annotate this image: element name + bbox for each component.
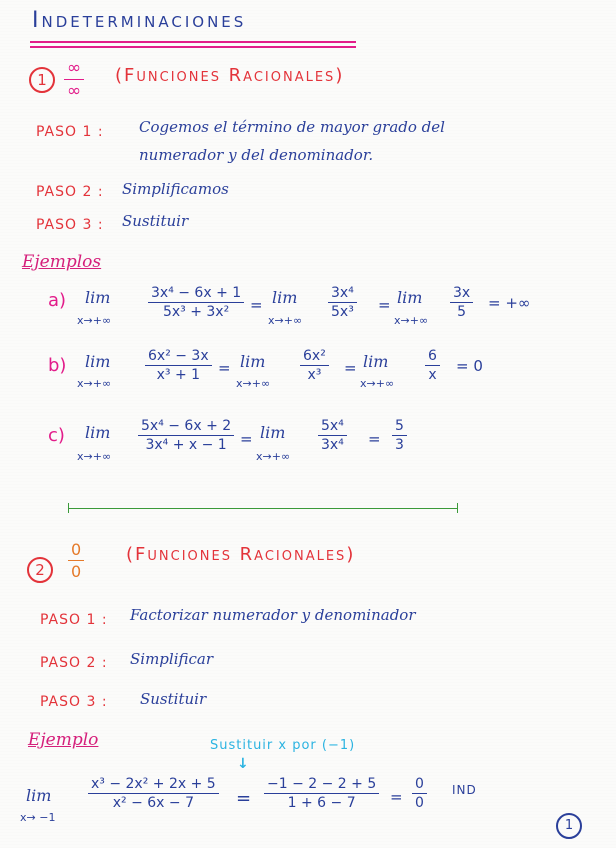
ex-b-eq2: = <box>344 359 357 377</box>
s1-paso3-label: PASO 3 : <box>36 217 104 233</box>
section-2-number: 2 <box>27 557 53 583</box>
ex-c-sub2: x→+∞ <box>256 450 291 463</box>
s2-lim-sub: x→ −1 <box>20 811 56 824</box>
s1-paso1-label: PASO 1 : <box>36 124 104 140</box>
s1-paso2-text: Simplificamos <box>122 180 229 198</box>
section-1-number: 1 <box>29 67 55 93</box>
ex-c-frac2 <box>318 418 347 453</box>
ex-b-frac3 <box>425 348 440 383</box>
s2-paso1-label: PASO 1 : <box>40 612 108 628</box>
ex-a-frac3 <box>450 285 473 320</box>
ex-a-f1-num: 3x⁴ − 6x + 1 <box>148 285 244 303</box>
ex-b-f1-den: x³ + 1 <box>156 367 201 383</box>
ex-a-frac2 <box>328 285 357 320</box>
section-divider <box>68 508 458 509</box>
s2-eq2: = <box>390 788 403 806</box>
ex-a-eq1: = <box>250 296 263 314</box>
ex-a-sub2: x→+∞ <box>268 314 303 327</box>
ex-b-sub3: x→+∞ <box>360 377 395 390</box>
ex-c-f2-num: 5x⁴ <box>318 418 347 436</box>
ex-b-sub1: x→+∞ <box>77 377 112 390</box>
s2-paso3-label: PASO 3 : <box>40 694 108 710</box>
s1-paso2-label: PASO 2 : <box>36 184 104 200</box>
ex-a-lim3: lim <box>397 288 423 307</box>
s2-frac3 <box>412 776 427 811</box>
ex-c-f2-den: 3x⁴ <box>321 437 344 453</box>
ex-a-f2-num: 3x⁴ <box>328 285 357 303</box>
ex-b-eq1: = <box>218 359 231 377</box>
section-1-form-den: ∞ <box>67 81 82 101</box>
title-underline-2 <box>30 46 356 48</box>
ex-c-f3-num: 5 <box>392 418 407 436</box>
s2-eq1: = <box>236 788 252 809</box>
s2-frac1 <box>88 776 219 811</box>
s1-ejemplos-label: Ejemplos <box>22 252 102 272</box>
ex-c-f1-num: 5x⁴ − 6x + 2 <box>138 418 234 436</box>
s2-ind: IND <box>452 783 477 797</box>
section-2-form-num: 0 <box>68 540 84 561</box>
s2-f2-num: −1 − 2 − 2 + 5 <box>264 776 379 794</box>
ex-c-eq2: = <box>368 430 381 448</box>
ex-c-eq1: = <box>240 430 253 448</box>
ex-a-f2-den: 5x³ <box>331 304 354 320</box>
title-underline <box>30 41 356 43</box>
ex-b-sub2: x→+∞ <box>236 377 271 390</box>
ex-c-sub1: x→+∞ <box>77 450 112 463</box>
s1-paso3-text: Sustituir <box>122 212 189 230</box>
s2-f1-den: x² − 6x − 7 <box>112 795 194 811</box>
ex-a-result: = +∞ <box>488 294 531 312</box>
ex-c-f3-den: 3 <box>395 437 404 453</box>
s2-paso2-label: PASO 2 : <box>40 655 108 671</box>
ex-a-frac1 <box>148 285 244 320</box>
section-2-heading: (Funciones Racionales) <box>126 544 356 565</box>
s2-ejemplo-label: Ejemplo <box>28 730 99 750</box>
ex-b-lim3: lim <box>363 352 389 371</box>
ex-a-f3-num: 3x <box>450 285 473 303</box>
section-1-heading: (Funciones Racionales) <box>115 65 345 86</box>
ex-c-f1-den: 3x⁴ + x − 1 <box>145 437 227 453</box>
ex-b-f1-num: 6x² − 3x <box>145 348 212 366</box>
ex-a-sub3: x→+∞ <box>394 314 429 327</box>
ex-c-frac1 <box>138 418 234 453</box>
section-2-form <box>68 540 84 581</box>
ex-b-label: b) <box>48 355 67 376</box>
divider-tick-right <box>457 503 458 513</box>
ex-c-lim2: lim <box>260 423 286 442</box>
s2-paso1-text: Factorizar numerador y denominador <box>130 606 416 624</box>
ex-a-label: a) <box>48 290 67 311</box>
page-title: Indeterminaciones <box>32 8 247 33</box>
ex-c-label: c) <box>48 425 65 446</box>
ex-c-lim1: lim <box>85 423 111 442</box>
s2-f1-num: x³ − 2x² + 2x + 5 <box>88 776 219 794</box>
ex-c-frac3 <box>392 418 407 453</box>
s2-paso3-text: Sustituir <box>140 690 207 708</box>
ex-b-f3-num: 6 <box>425 348 440 366</box>
section-1-form-num: ∞ <box>64 58 84 80</box>
s2-lim: lim <box>26 786 52 805</box>
ex-a-sub1: x→+∞ <box>77 314 112 327</box>
s1-paso1-line1: Cogemos el término de mayor grado del <box>139 118 445 136</box>
s2-frac2 <box>264 776 379 811</box>
ex-b-f2-den: x³ <box>307 367 322 383</box>
s2-note-arrow: ↓ <box>237 756 249 772</box>
s2-f3-num: 0 <box>412 776 427 794</box>
s2-note: Sustituir x por (−1) <box>210 738 356 753</box>
ex-b-frac2 <box>300 348 329 383</box>
s1-paso1-line2: numerador y del denominador. <box>139 146 374 164</box>
ex-b-lim2: lim <box>240 352 266 371</box>
ex-b-f2-num: 6x² <box>300 348 329 366</box>
page-number: 1 <box>556 813 582 839</box>
divider-tick-left <box>68 503 69 513</box>
ex-b-result: = 0 <box>456 357 483 375</box>
ex-a-eq2: = <box>378 296 391 314</box>
section-2-form-den: 0 <box>71 562 82 581</box>
section-1-form <box>64 58 84 101</box>
ex-b-frac1 <box>145 348 212 383</box>
ex-a-f3-den: 5 <box>457 304 467 320</box>
s2-f3-den: 0 <box>415 795 424 811</box>
ex-a-f1-den: 5x³ + 3x² <box>162 304 230 320</box>
ex-a-lim2: lim <box>272 288 298 307</box>
ex-b-lim1: lim <box>85 352 111 371</box>
s2-paso2-text: Simplificar <box>130 650 214 668</box>
ex-b-f3-den: x <box>428 367 437 383</box>
ex-a-lim1: lim <box>85 288 111 307</box>
s2-f2-den: 1 + 6 − 7 <box>287 795 356 811</box>
